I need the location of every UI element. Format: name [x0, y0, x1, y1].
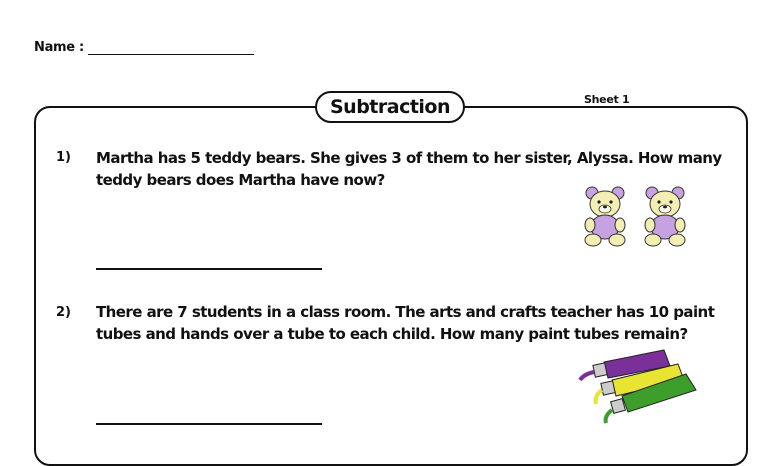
name-blank-line[interactable] — [88, 40, 254, 55]
paint-tubes-icon — [574, 344, 706, 424]
question-1-number: 1) — [56, 150, 71, 165]
teddy-bears-icon — [580, 183, 698, 249]
teddy-bear-icon — [645, 187, 685, 246]
question-1-text: Martha has 5 teddy bears. She gives 3 of them to her sister, Alyssa. How many teddy bears does Martha have now? — [96, 149, 722, 189]
question-2-text: There are 7 students in a class room. The arts and crafts teacher has 10 paint tubes and hands over a tube to each child. How many paint tubes remain? — [96, 303, 715, 343]
name-field-row — [34, 40, 254, 55]
worksheet-title: Subtraction — [315, 91, 465, 123]
question-2-answer-line[interactable] — [96, 423, 322, 425]
sheet-label: Sheet 1 — [584, 93, 630, 106]
name-label: Name : — [34, 40, 84, 55]
question-2-number: 2) — [56, 305, 71, 320]
teddy-bear-icon — [585, 187, 625, 246]
question-1-answer-line[interactable] — [96, 268, 322, 270]
